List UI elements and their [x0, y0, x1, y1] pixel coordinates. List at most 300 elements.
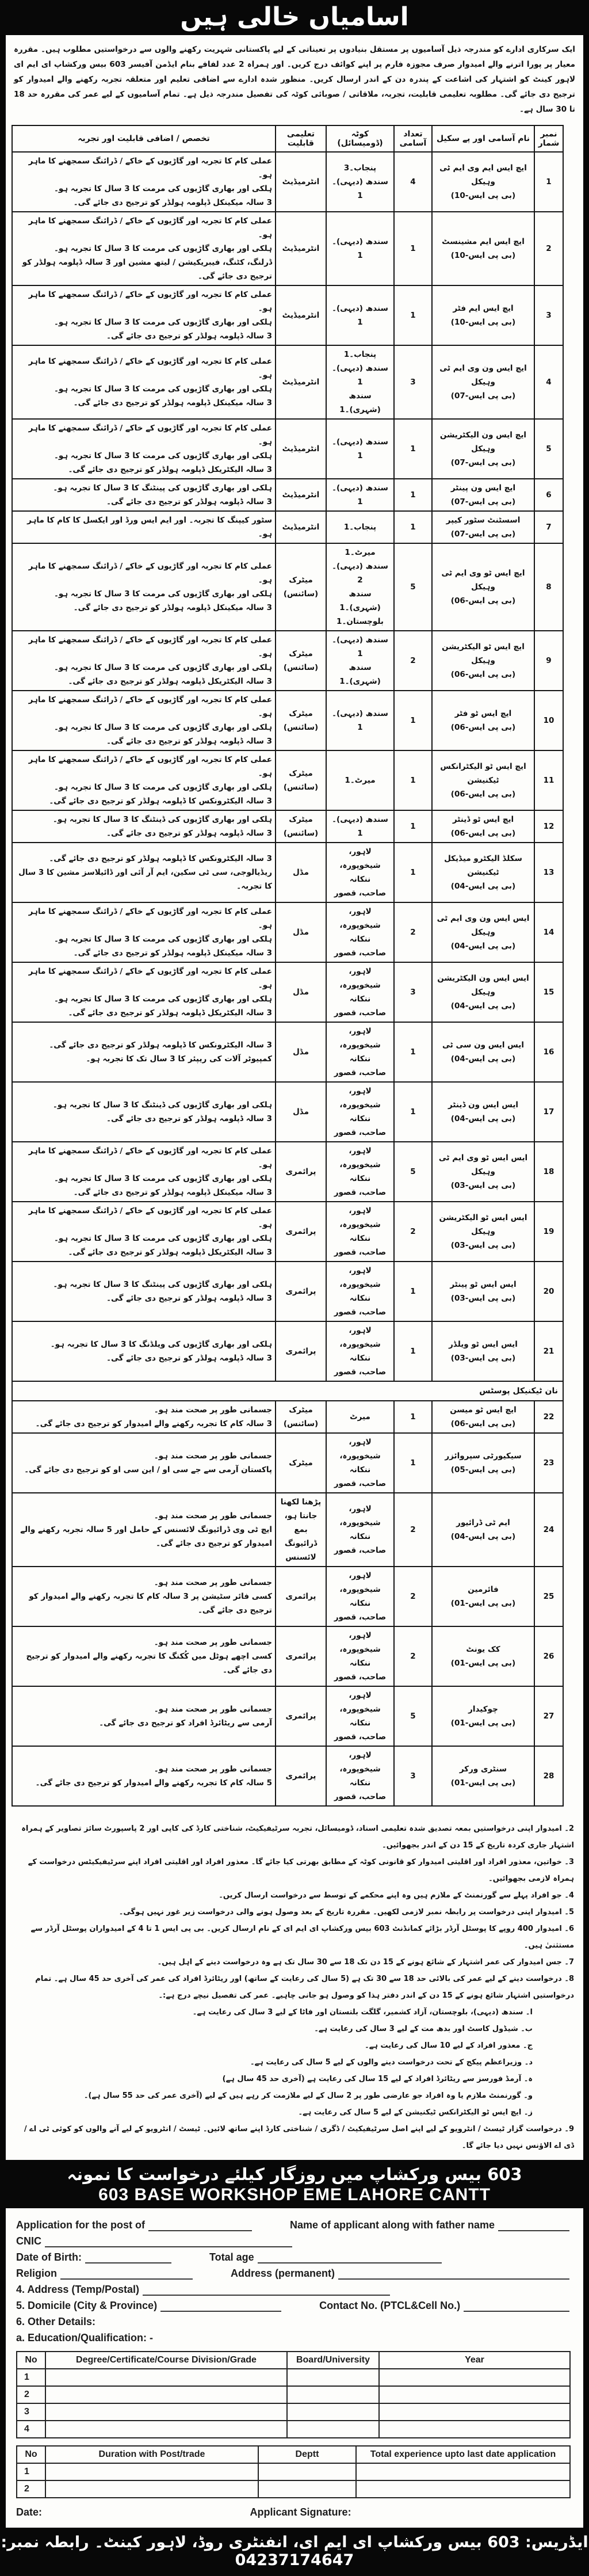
job-quota-line: صاحب، قصور: [334, 1732, 387, 1742]
job-experience-line: ہلکی اور بھاری گاڑیوں کی مرمت کا 3 سال کا تجربہ ہو۔: [53, 723, 272, 732]
note-line: ا۔ سندھ (دیہی)، بلوچستان، آزاد کشمیر، گلگت بلتستان اور فاٹا کے لیے 3 سال کی رعایت ہے۔: [192, 2008, 533, 2017]
job-row: [12, 1746, 563, 1806]
job-qualification-line: پرائمری: [285, 1167, 316, 1176]
job-post-name: ایس ایس ون ڈینٹر: [448, 1100, 519, 1110]
note-line: 5۔ امیدوار اپنی درخواست پر رابطہ نمبر لازمی لکھیں۔ مقررہ تاریخ کے بعد وصول ہونے والی درخواست زیر غور نہیں ہوگی۔: [118, 1908, 574, 1916]
job-qualification-line: انٹرمیڈیٹ: [282, 490, 320, 500]
jobs-column-header: کوٹہ (ڈومیسائل): [326, 125, 394, 152]
job-experience-line: 3 سالہ الیکٹرونکس کا ڈپلومہ ہولڈر کو ترجیح دی جائے گی۔: [49, 854, 272, 863]
job-count: 2: [394, 1626, 432, 1686]
job-row: [12, 1022, 563, 1082]
job-row: [12, 511, 563, 543]
education-empty-cell: [45, 2421, 287, 2438]
form-row-post-name: [16, 2219, 573, 2231]
ad-title: اسامیاں خالی ہیں: [180, 2, 409, 32]
job-quota-line: میرٹ۔1: [345, 548, 376, 557]
job-experience-line: ہلکی اور بھاری گاڑیوں کی پینٹنگ کا 3 سال کا تجربہ ہو۔: [53, 1280, 272, 1289]
job-row: [12, 750, 563, 810]
education-qualification-label: a. Education/Qualification: -: [16, 2332, 154, 2343]
note-line: 7۔ جس امیدوار کی عمر اشتہار کے شائع ہونے کے 15 دن تک 18 سے 30 سال تک ہے وہ درخواست دینے کے اہل ہیں۔: [157, 1958, 574, 1967]
job-serial: 18: [534, 1142, 563, 1202]
job-pay-scale: (بی پی ایس-10): [450, 251, 516, 260]
jobs-column-header: تعلیمی قابلیت: [276, 125, 326, 152]
job-serial: 13: [534, 843, 563, 902]
education-header-row: [17, 2352, 570, 2369]
dob-label: Date of Birth:: [16, 2251, 82, 2263]
job-count: 4: [394, 152, 432, 212]
job-post-name: ایچ ایس ٹو الیکٹریشن وہیکل: [442, 642, 525, 665]
jobs-table: [12, 125, 564, 1807]
job-experience-line: عملی کام کا تجربہ اور گاڑیوں کے خاکے / ڈرائنگ سمجھنے کا ماہر ہو۔: [28, 635, 272, 658]
job-row: [12, 1202, 563, 1262]
education-row: [17, 2421, 570, 2438]
job-count: 3: [394, 1746, 432, 1806]
job-pay-scale: (بی پی ایس-06): [450, 829, 516, 838]
experience-row: [17, 2480, 570, 2498]
education-row: [17, 2386, 570, 2403]
jobs-table-body: [12, 152, 563, 1806]
job-qualification-line: میٹرک: [289, 815, 313, 824]
job-qualification-line: (سائنس): [283, 663, 319, 672]
job-qualification-line: میٹرک: [289, 709, 313, 718]
job-count: 1: [394, 843, 432, 902]
section-row: [12, 1381, 563, 1401]
job-experience-line: کمپیوٹر آلات کی ریپئر کا 3 سال تک کا تجربہ ہو۔: [86, 1054, 272, 1064]
job-experience-line: عملی کام کا تجربہ اور گاڑیوں کے خاکے / ڈرائنگ سمجھنے کا ماہر ہو۔: [28, 695, 272, 718]
form-row-address-temp: [16, 2284, 573, 2296]
education-empty-cell: [45, 2369, 287, 2386]
job-row: [12, 419, 563, 479]
job-quota-line: صاحب، قصور: [334, 1068, 387, 1077]
job-experience-line: جسمانی طور پر صحت مند ہو۔: [154, 1638, 272, 1647]
education-column-header: Degree/Certificate/Course Division/Grade: [45, 2352, 287, 2369]
job-qualification-line: پرائمری: [285, 1592, 316, 1601]
job-quota-line: لاہور، شیخوپورہ، ننکانہ: [339, 907, 381, 944]
experience-empty-cell: [258, 2480, 356, 2498]
job-experience-line: 3 سالہ کام کا تجربہ رکھنے والے امیدوار کو ترجیح دی جائے گی۔: [35, 1419, 272, 1428]
job-pay-scale: (بی پی ایس-10): [450, 191, 516, 200]
job-experience-line: ہلکی اور بھاری گاڑیوں کی مرمت کا 3 سال کا تجربہ ہو۔: [53, 451, 272, 460]
job-qualification-line: (سائنس): [283, 723, 319, 732]
job-experience-line: 3 سالہ ڈپلومہ ہولڈر کو ترجیح دی جائے گی۔: [106, 1354, 272, 1363]
job-experience-line: ہلکی اور بھاری گاڑیوں کی ویلڈنگ کا 3 سال کا تجربہ ہو۔: [50, 1340, 272, 1349]
job-post-name: ایس ایس ٹو ویلڈر: [449, 1340, 518, 1349]
education-column-header: No: [17, 2352, 45, 2369]
job-row: [12, 1567, 563, 1626]
job-experience-line: ہلکی اور بھاری گاڑیوں کی مرمت کا 3 سال کا تجربہ ہو۔: [53, 589, 272, 599]
job-qualification-line: (سائنس): [283, 589, 319, 599]
experience-empty-cell: [45, 2463, 258, 2480]
job-count: 1: [394, 419, 432, 479]
job-quota-line: صاحب، قصور: [334, 1308, 387, 1317]
job-quota-line: سندھ (دیہی)۔1: [332, 237, 388, 260]
job-experience-line: جسمانی طور پر صحت مند ہو۔: [154, 1511, 272, 1521]
application-banner: [0, 2160, 589, 2208]
job-experience-line: 3 سالہ میکینکل ڈپلومہ ہولڈر کو ترجیح دی جائے گی۔: [73, 603, 272, 612]
job-qualification-line: میٹرک: [289, 576, 313, 585]
job-pay-scale: (بی پی ایس-04): [450, 1114, 516, 1123]
job-experience-line: عملی کام کا تجربہ اور گاڑیوں کے خاکے / ڈرائنگ سمجھنے کا ماہر ہو۔: [28, 357, 272, 380]
cnic-blank-line: [45, 2237, 292, 2247]
education-empty-cell: [379, 2403, 570, 2421]
job-serial: 12: [534, 810, 563, 843]
job-experience-line: آرمی سے ریٹائرڈ افراد کو ترجیح دی جائے گی۔: [99, 1718, 272, 1728]
religion-blank-line: [60, 2269, 193, 2280]
job-pay-scale: (بی پی ایس-06): [450, 670, 516, 679]
job-post-name: ایچ ایس ون وی ایم ٹی وہیکل: [439, 364, 527, 387]
job-serial: 3: [534, 285, 563, 345]
job-experience-line: جسمانی طور پر صحت مند ہو۔: [154, 1705, 272, 1714]
job-row: [12, 1142, 563, 1202]
education-column-header: Board/University: [287, 2352, 379, 2369]
job-qualification-line: انٹرمیڈیٹ: [282, 444, 320, 454]
job-count: 2: [394, 1493, 432, 1567]
job-post-name: ایس ایس ون سی ٹی: [442, 1041, 524, 1050]
job-row: [12, 1626, 563, 1686]
job-experience-line: سٹور کیپنگ کا تجربہ۔ اور ایم ایس ورڈ اور ایکسل کا کام کا ماہر ہو۔: [27, 516, 272, 539]
job-post-name: ایچ ایس ٹو فٹر: [454, 709, 512, 718]
job-experience-line: عملی کام کا تجربہ اور گاڑیوں کے خاکے / ڈرائنگ سمجھنے کا ماہر ہو۔: [28, 290, 272, 313]
job-count: 1: [394, 750, 432, 810]
form-row-domicile-contact: [16, 2300, 573, 2312]
job-pay-scale: (بی پی ایس-01): [450, 1599, 516, 1608]
job-post-name: اسسٹنٹ سٹور کیپر: [446, 516, 521, 525]
job-serial: 6: [534, 479, 563, 511]
education-row: [17, 2369, 570, 2386]
job-pay-scale: (بی پی ایس-06): [450, 790, 516, 799]
job-count: 1: [394, 1022, 432, 1082]
job-qualification-line: میٹرک: [289, 1458, 313, 1468]
job-qualification-line: انٹرمیڈیٹ: [282, 177, 320, 186]
job-experience-line: پاکستان آرمی سے جے سی او / این سی او کو ترجیح دی جائے گی۔: [24, 1465, 272, 1474]
education-empty-cell: [287, 2386, 379, 2403]
total-age-blank-line: [258, 2253, 442, 2263]
experience-column-header: Total experience upto last date application: [356, 2446, 570, 2463]
job-count: 2: [394, 1567, 432, 1626]
job-post-name: ایچ ایس ٹو الیکٹرانکس ٹیکنیشن: [440, 762, 526, 785]
job-count: 2: [394, 902, 432, 962]
job-qualification-line: (سائنس): [283, 1419, 319, 1428]
education-table: [16, 2351, 571, 2438]
form-row-education-heading: [16, 2332, 573, 2344]
job-quota-line: سندھ (دیہی)۔1: [332, 815, 388, 838]
job-pay-scale: (بی پی ایس-03): [450, 1181, 516, 1190]
job-row: [12, 1401, 563, 1433]
job-qualification-line: مڈل: [293, 868, 309, 877]
jobs-column-header: تخصص / اضافی قابلیت اور تجربہ: [12, 125, 276, 152]
job-post-name: سیکیورٹی سپروائزر: [445, 1451, 522, 1461]
job-count: 1: [394, 1433, 432, 1493]
job-qualification-line: مڈل: [293, 928, 309, 937]
job-experience-line: جسمانی طور پر صحت مند ہو۔: [154, 1765, 272, 1774]
job-qualification-line: میٹرک: [289, 649, 313, 658]
job-qualification-line: انٹرمیڈیٹ: [282, 311, 320, 320]
job-serial: 19: [534, 1202, 563, 1262]
job-quota-line: صاحب، قصور: [334, 889, 387, 898]
job-experience-line: جسمانی طور پر صحت مند ہو۔: [154, 1451, 272, 1461]
jobs-column-header: نمبر شمار: [534, 125, 563, 152]
job-count: 1: [394, 810, 432, 843]
note-line: ج۔ معذور افراد کے لیے 10 سال کی رعایت ہے۔: [365, 2041, 533, 2050]
job-experience-line: 3 سالہ ڈپلومہ ہولڈر کو ترجیح دی جائے گی۔: [106, 829, 272, 838]
job-pay-scale: (بی پی ایس-07): [450, 529, 516, 539]
job-experience-line: 3 سالہ الیکٹرونکس کا ڈپلومہ ہولڈر کو ترجیح دی جائے گی۔: [49, 797, 272, 806]
note-line: ب۔ شیڈول کاسٹ اور بدھ مت کے لیے 3 سال کی رعایت ہے۔: [314, 2025, 533, 2033]
job-experience-line: عملی کام کا تجربہ اور گاڑیوں کے خاکے / ڈرائنگ سمجھنے کا ماہر ہو۔: [28, 424, 272, 447]
job-experience-line: ہلکی اور بھاری گاڑیوں کی مرمت کا 3 سال کا تجربہ ہو۔: [53, 994, 272, 1004]
job-experience-line: 3 سالہ ڈپلومہ ہولڈر کو ترجیح دی جائے گی۔: [106, 1294, 272, 1303]
job-serial: 7: [534, 511, 563, 543]
job-qualification-line: مڈل: [293, 1047, 309, 1057]
job-pay-scale: (بی پی ایس-06): [450, 1419, 516, 1428]
job-count: 1: [394, 1082, 432, 1142]
job-experience-line: ہلکی اور بھاری گاڑیوں کی مرمت کا 3 سال کا تجربہ ہو۔: [53, 1234, 272, 1243]
education-column-header: Year: [379, 2352, 570, 2369]
other-details-label: 6. Other Details:: [16, 2316, 96, 2327]
job-quota-line: صاحب، قصور: [334, 1188, 387, 1197]
job-qualification-line: پرائمری: [285, 1287, 316, 1296]
note-line: 3۔ خواتین، معذور افراد اور اقلیتی امیدوار کو قانونی کوٹہ کے مطابق بھرتی کیا جائے گا۔ معذور افراد اور اقلیتی افراد اپنے سرٹیفیکیٹس درخواست کے ہمراہ لازمی بجھوائیں۔: [28, 1858, 574, 1883]
intro-paragraph: ایک سرکاری ادارے کو مندرجہ ذیل آسامیوں پر مستقل بنیادوں پر تعیناتی کے لیے پاکستانی شہریت رکھنے والوں سے درخواستیں مطلوب ہیں۔ مقررہ معیار پر پورا اترنے والے امیدوار صرف مجوزہ فارم پر اپنے کوائف درج کریں۔ اور ہمراہ 2 عدد لفافے بنام ایڈمن آفیسر 603 بیس ورکشاپ ای ایم ای لاہور کینٹ کو اشتہار کی اشاعت کے پندرہ دن کے اندر ارسال کریں۔ منظور شدہ ادارے سے اضافی تعلیم اور متعلقہ تجربہ رکھنے والے امیدوار کو ترجیح دی جائے گی۔ مطلوبہ تعلیمی قابلیت، تجربہ، ملاقاتی / صوبائی کوٹہ کی تفصیل مندرجہ ذیل ہے۔ تمام آسامیوں کے لیے عمر کی مقررہ حد 18 تا 30 سال ہے۔: [14, 45, 575, 114]
education-table-header: [17, 2352, 570, 2369]
job-quota-line: لاہور، شیخوپورہ، ننکانہ: [339, 1571, 381, 1608]
ad-title-banner: [0, 0, 589, 35]
job-qualification-line: پرائمری: [285, 1652, 316, 1661]
job-pay-scale: (بی پی ایس-01): [450, 1718, 516, 1728]
job-experience-line: 3 سالہ الیکٹریکل ڈپلومہ ہولڈر کو ترجیح دی جائے گی۔: [68, 677, 272, 686]
job-experience-line: 3 سالہ میکینکل ڈپلومہ ہولڈر کو ترجیح دی جائے گی۔: [73, 948, 272, 958]
notes-list: [6, 1812, 583, 2160]
job-quota-line: میرٹ: [350, 1412, 370, 1422]
form-row-date-signature: [16, 2506, 573, 2518]
job-quota-line: لاہور، شیخوپورہ، ننکانہ: [339, 1326, 381, 1363]
experience-empty-cell: [356, 2463, 570, 2480]
job-experience-line: عملی کام کا تجربہ اور گاڑیوں کے خاکے / ڈرائنگ سمجھنے کا ماہر ہو۔: [28, 755, 272, 778]
education-row-number: 3: [17, 2403, 45, 2421]
job-quota-line: صاحب، قصور: [334, 1613, 387, 1622]
job-count: 1: [394, 212, 432, 285]
form-row-dob-age: [16, 2251, 573, 2263]
job-quota-line: پنجاب۔3: [343, 163, 377, 173]
job-experience-line: 3 سالہ ڈپلومہ ہولڈر کو ترجیح دی جائے گی۔: [106, 737, 272, 746]
job-serial: 28: [534, 1746, 563, 1806]
job-quota-line: صاحب، قصور: [334, 1128, 387, 1137]
job-quota-line: صاحب، قصور: [334, 948, 387, 958]
job-count: 5: [394, 1686, 432, 1746]
job-count: 5: [394, 543, 432, 631]
job-row: [12, 631, 563, 691]
job-serial: 27: [534, 1686, 563, 1746]
job-row: [12, 285, 563, 345]
job-quota-line: لاہور، شیخوپورہ، ننکانہ: [339, 1504, 381, 1541]
job-quota-line: لاہور، شیخوپورہ، ننکانہ: [339, 1087, 381, 1123]
job-post-name: ایچ ایس ٹو میسن: [450, 1405, 517, 1415]
job-count: 1: [394, 1321, 432, 1381]
cnic-label: CNIC: [16, 2235, 41, 2247]
job-pay-scale: (بی پی ایس-07): [450, 458, 516, 467]
application-banner-urdu: 603 بیس ورکشاپ میں روزگار کیلئے درخواست کا نمونہ: [67, 2165, 522, 2184]
job-qualification-line: مڈل: [293, 1107, 309, 1116]
job-post-name: ایچ ایس ٹو وی ایم ٹی وہیکل: [441, 569, 525, 592]
job-experience-line: ہلکی اور بھاری گاڑیوں کی مرمت کا 3 سال کا تجربہ ہو۔: [53, 318, 272, 327]
job-count: 2: [394, 1202, 432, 1262]
job-pay-scale: (بی پی ایس-03): [450, 1294, 516, 1303]
job-serial: 9: [534, 631, 563, 691]
job-qualification-line: مڈل: [293, 988, 309, 997]
job-experience-line: ہلکی اور بھاری گاڑیوں کی مرمت کا 3 سال کا تجربہ ہو۔: [53, 935, 272, 944]
job-post-name: ایم ٹی ڈرائیور: [456, 1518, 510, 1527]
job-experience-line: کسی اچھے ہوٹل میں کُکنگ کا تجربہ رکھنے والے امیدوار کو ترجیح دی جائے گی۔: [26, 1652, 272, 1675]
job-experience-line: ہلکی اور بھاری گاڑیوں کی مرمت کا 3 سال کا تجربہ ہو۔: [53, 783, 272, 792]
job-quota-line: لاہور، شیخوپورہ، ننکانہ: [339, 1691, 381, 1728]
education-empty-cell: [45, 2403, 287, 2421]
job-quota-line: بلوچستان۔1: [336, 617, 384, 626]
job-row: [12, 212, 563, 285]
job-pay-scale: (بی پی ایس-03): [450, 1354, 516, 1363]
job-experience-line: عملی کام کا تجربہ اور گاڑیوں کے خاکے / ڈرائنگ سمجھنے کا ماہر ہو۔: [28, 157, 272, 180]
job-serial: 24: [534, 1493, 563, 1567]
job-quota-line: پنجاب۔1: [343, 523, 377, 532]
experience-empty-cell: [258, 2463, 356, 2480]
form-row-other-details: [16, 2316, 573, 2328]
job-experience-line: ہلکی اور بھاری گاڑیوں کی ڈینٹنگ کا 3 سال کا تجربہ ہو۔: [52, 1100, 272, 1110]
job-pay-scale: (بی پی ایس-03): [450, 1241, 516, 1250]
job-pay-scale: (بی پی ایس-04): [450, 1054, 516, 1064]
job-serial: 17: [534, 1082, 563, 1142]
applicant-signature-label: Applicant Signature:: [250, 2506, 351, 2518]
job-qualification-line: پرائمری: [285, 1227, 316, 1236]
job-post-name: ایس ایس ون الیکٹریشن وہیکل: [437, 974, 529, 997]
education-empty-cell: [287, 2421, 379, 2438]
education-row-number: 2: [17, 2386, 45, 2403]
job-experience-line: 3 سالہ ڈپلومہ ہولڈر کو ترجیح دی جائے گی۔: [106, 497, 272, 506]
job-quota-line: سندھ (دیہی)۔1: [332, 364, 388, 387]
job-qualification-line: ڈرائیونگ لائسنس: [284, 1539, 318, 1562]
job-pay-scale: (بی پی ایس-04): [450, 882, 516, 891]
job-experience-line: 3 سالہ ڈپلومہ ہولڈر کو ترجیح دی جائے گی۔: [106, 1114, 272, 1123]
job-post-name: ایس ایس ٹو پینٹر: [450, 1280, 517, 1289]
job-serial: 2: [534, 212, 563, 285]
job-qualification-line: (سائنس): [283, 829, 319, 838]
job-experience-line: عملی کام کا تجربہ اور گاڑیوں کے خاکے / ڈرائنگ سمجھنے کا ماہر ہو۔: [28, 907, 272, 930]
job-pay-scale: (بی پی ایس-07): [450, 391, 516, 401]
jobs-column-header: نام آسامی اور پے سکیل: [432, 125, 534, 152]
job-experience-line: 3 سالہ الیکٹریکل ڈپلومہ ہولڈر کو ترجیح دی جائے گی۔: [68, 1008, 272, 1018]
experience-column-header: Duration with Post/trade: [45, 2446, 258, 2463]
note-line: ز۔ ایچ ایس ٹو الیکٹرانکس ٹیکنیشن کے لیے 5 سال کی رعایت ہے۔: [298, 2108, 533, 2117]
job-serial: 23: [534, 1433, 563, 1493]
job-quota-line: لاہور، شیخوپورہ، ننکانہ: [339, 847, 381, 884]
job-quota-line: لاہور، شیخوپورہ، ننکانہ: [339, 1631, 381, 1668]
job-quota-line: سندھ (دیہی)۔1: [332, 635, 388, 658]
education-row-number: 4: [17, 2421, 45, 2438]
job-row: [12, 345, 563, 419]
education-empty-cell: [287, 2403, 379, 2421]
note-line: 6۔ امیدوار 400 روپے کا پوسٹل آرڈر بڑائے کمانڈنٹ 603 بیس ورکشاپ ای ایم ای کے نام ارسال کریں۔ بی پی ایس 1 تا 4 کے امیدواران پوسٹل آرڈر سے مستثنیٰ ہیں۔: [30, 1925, 574, 1950]
education-empty-cell: [287, 2369, 379, 2386]
job-experience-line: ریڈیالوجی، سی ٹی سکین، ایم آر آئی اور ڈائیلاسز مشین کا 3 سال کا تجربہ۔: [18, 868, 272, 891]
education-empty-cell: [45, 2386, 287, 2403]
job-post-name: ایچ ایس ایم مشینسٹ: [442, 237, 525, 246]
dob-blank-line: [85, 2253, 171, 2263]
job-post-name: ایچ ایس ایم وی ایم ٹی وہیکل: [439, 163, 527, 186]
job-post-name: ایچ ایس ون الیکٹریشن وہیکل: [439, 430, 527, 454]
job-experience-line: عملی کام کا تجربہ اور گاڑیوں کے خاکے / ڈرائنگ سمجھنے کا ماہر ہو۔: [28, 1146, 272, 1169]
contact-blank-line: [464, 2301, 569, 2312]
job-experience-line: عملی کام کا تجربہ اور گاڑیوں کے خاکے / ڈرائنگ سمجھنے کا ماہر ہو۔: [28, 1206, 272, 1229]
job-post-name: ایچ ایس ایم فٹر: [453, 304, 514, 313]
job-post-name: ایس ایس ٹو الیکٹریشن وہیکل: [439, 1213, 527, 1236]
job-quota-line: سندھ (دیہی)۔1: [332, 709, 388, 732]
job-experience-line: ایچ ٹی وی ڈرائیونگ لائسنس کے حامل اور 5 سالہ تجربہ رکھنے والے امیدوار کو ترجیح دی جائے گی۔: [20, 1525, 272, 1548]
form-row-religion-address: [16, 2268, 573, 2280]
job-quota-line: سندھ (دیہی)۔1: [332, 304, 388, 327]
note-line: و۔ گورنمنٹ ملازم یا وہ افراد جو عارضی طور پر 2 سال کے لیے ملازمت کر رہے ہیں کے لیے (آخری عمر کی حد 55 سال ہے)۔: [83, 2091, 533, 2100]
job-experience-line: ہلکی اور بھاری گاڑیوں کی مرمت کا 3 سال کا تجربہ ہو۔: [53, 663, 272, 672]
job-experience-line: جسمانی طور پر صحت مند ہو۔: [154, 1578, 272, 1587]
job-experience-line: ہلکی اور بھاری گاڑیوں کی مرمت کا 3 سال کا تجربہ ہو۔: [53, 1174, 272, 1183]
experience-column-header: No: [17, 2446, 45, 2463]
job-quota-line: سندھ (دیہی)۔1: [332, 483, 388, 506]
experience-row-number: 2: [17, 2480, 45, 2498]
job-experience-line: عملی کام کا تجربہ اور گاڑیوں کے خاکے / ڈرائنگ سمجھنے کا ماہر ہو۔: [28, 562, 272, 585]
application-form: [6, 2208, 583, 2528]
jobs-column-header: تعداد آسامی: [394, 125, 432, 152]
experience-table: [16, 2445, 571, 2498]
job-post-name: چوکیدار: [468, 1705, 498, 1714]
job-serial: 20: [534, 1262, 563, 1321]
job-qualification-line: پرائمری: [285, 1771, 316, 1781]
ad-body: [6, 35, 583, 2160]
note-line: 8۔ درخواست دینے کے لیے عمر کی بالائی حد 18 سے 30 تک ہے (5 سال کی رعایت کے ساتھ) اور ریٹائرڈ افراد کی عمر کی آخری حد 45 سال ہے۔ تمام درخواستیں اشتہار شائع ہونے کے 15 دن کے اندر دفتر ہذا کو وصول ہو جانی چاہیے۔ عمر کی تفصیل نیچے درج ہے:۔: [35, 1975, 574, 2000]
post-blank-line: [148, 2221, 252, 2231]
job-quota-line: میرٹ۔1: [345, 776, 376, 785]
footer-address: ایڈریس: 603 بیس ورکشاپ ای ایم ای، انفنٹری روڈ، لاہور کینٹ۔ رابطہ نمبر: 04237174647: [1, 2533, 588, 2569]
job-quota-line: صاحب، قصور: [334, 1479, 387, 1488]
job-qualification-line: پڑھنا لکھنا جانتا ہو، بمع: [280, 1497, 322, 1534]
job-serial: 21: [534, 1321, 563, 1381]
experience-empty-cell: [356, 2480, 570, 2498]
job-experience-line: کسی فائر سٹیشن پر 3 سالہ کام کا تجربہ رکھنے والے امیدوار کو ترجیح دی جائے گی۔: [29, 1592, 272, 1615]
job-qualification-line: پرائمری: [285, 1712, 316, 1721]
experience-header-row: [17, 2446, 570, 2463]
job-row: [12, 1082, 563, 1142]
experience-column-header: Deptt: [258, 2446, 356, 2463]
jobs-header-row: [12, 125, 563, 152]
job-experience-line: ہلکی اور بھاری گاڑیوں کی ڈینٹنگ کا 3 سال کا تجربہ ہو۔: [52, 815, 272, 824]
job-post-name: ایچ ایس ٹو ڈینٹر: [452, 815, 514, 824]
job-row: [12, 902, 563, 962]
post-label: Application for the post of: [16, 2219, 145, 2231]
education-empty-cell: [379, 2386, 570, 2403]
experience-empty-cell: [45, 2480, 258, 2498]
job-qualification-line: میٹرک: [289, 1405, 313, 1415]
address-permanent-label: Address (permanent): [231, 2268, 335, 2279]
job-row: [12, 1321, 563, 1381]
job-quota-line: سندھ (دیہی)۔2: [332, 562, 388, 585]
job-quota-line: صاحب، قصور: [334, 1367, 387, 1377]
job-quota-line: لاہور، شیخوپورہ، ننکانہ: [339, 1438, 381, 1474]
job-row: [12, 152, 563, 212]
job-count: 5: [394, 1142, 432, 1202]
note-line: د۔ وزیراعظم پیکج کے تحت درخواست دینے والوں کے لیے 5 سال کی رعایت ہے۔: [250, 2058, 533, 2067]
job-quota-line: سندھ (دیہی)۔1: [332, 437, 388, 460]
job-count: 1: [394, 285, 432, 345]
job-pay-scale: (بی پی ایس-04): [450, 1532, 516, 1541]
job-row: [12, 691, 563, 750]
job-serial: 22: [534, 1401, 563, 1433]
job-row: [12, 843, 563, 902]
